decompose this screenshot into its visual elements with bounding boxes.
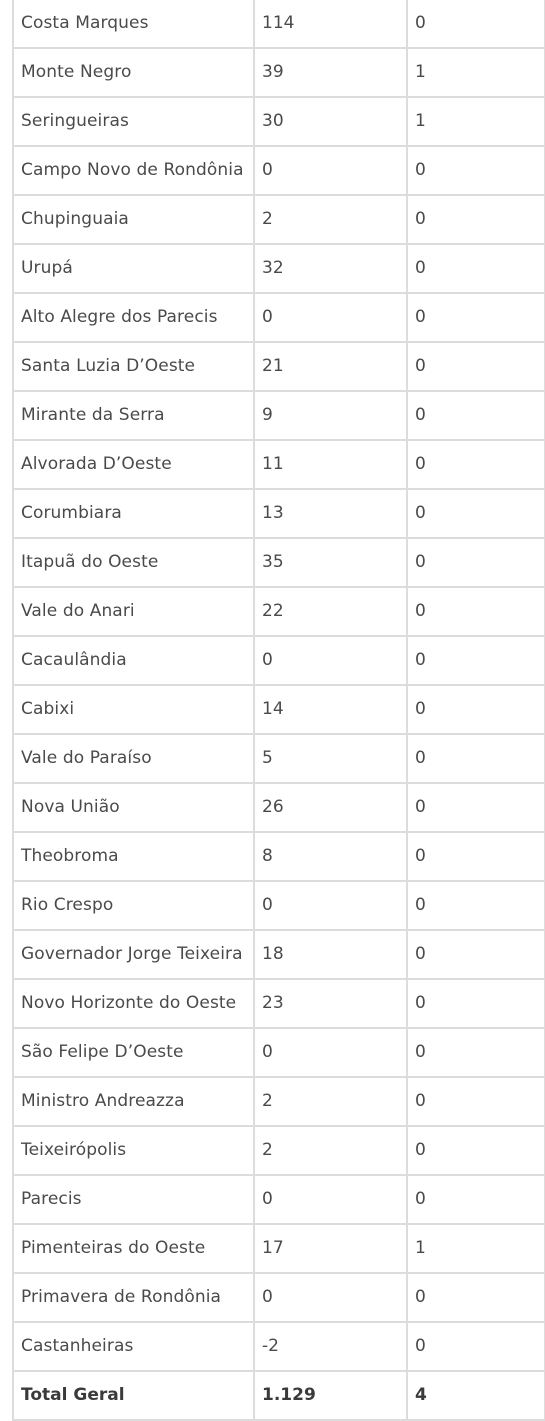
cases-cell: 5 — [254, 734, 407, 783]
cases-cell: 39 — [254, 48, 407, 97]
cases-cell: 2 — [254, 1077, 407, 1126]
deaths-cell: 0 — [407, 832, 545, 881]
table-row — [13, 832, 545, 881]
table-row — [13, 1273, 545, 1322]
cases-cell: 2 — [254, 195, 407, 244]
table-row — [13, 587, 545, 636]
table-row — [13, 489, 545, 538]
city-cell: Ministro Andreazza — [13, 1077, 254, 1126]
table-row — [13, 342, 545, 391]
deaths-cell: 0 — [407, 685, 545, 734]
city-cell: Santa Luzia D’Oeste — [13, 342, 254, 391]
deaths-cell: 0 — [407, 342, 545, 391]
deaths-cell: 0 — [407, 391, 545, 440]
city-cell: Primavera de Rondônia — [13, 1273, 254, 1322]
city-cell: São Felipe D’Oeste — [13, 1028, 254, 1077]
cases-cell: 18 — [254, 930, 407, 979]
total-cases-cell: 1.129 — [254, 1371, 407, 1420]
cases-cell: 22 — [254, 587, 407, 636]
table-row — [13, 1224, 545, 1273]
deaths-cell: 0 — [407, 636, 545, 685]
cases-cell: 0 — [254, 636, 407, 685]
cases-table — [12, 0, 545, 1421]
table-row — [13, 195, 545, 244]
deaths-cell: 0 — [407, 1028, 545, 1077]
city-cell: Parecis — [13, 1175, 254, 1224]
city-cell: Nova União — [13, 783, 254, 832]
cases-cell: 0 — [254, 881, 407, 930]
cases-cell: 8 — [254, 832, 407, 881]
table-row — [13, 440, 545, 489]
table-row — [13, 97, 545, 146]
table-row — [13, 391, 545, 440]
cases-cell: -2 — [254, 1322, 407, 1371]
cases-cell: 2 — [254, 1126, 407, 1175]
deaths-cell: 0 — [407, 734, 545, 783]
deaths-cell: 1 — [407, 1224, 545, 1273]
table-row — [13, 636, 545, 685]
deaths-cell: 0 — [407, 1077, 545, 1126]
city-cell: Itapuã do Oeste — [13, 538, 254, 587]
city-cell: Pimenteiras do Oeste — [13, 1224, 254, 1273]
cases-cell: 0 — [254, 146, 407, 195]
cases-cell: 0 — [254, 293, 407, 342]
cases-cell: 14 — [254, 685, 407, 734]
table-row — [13, 48, 545, 97]
cases-cell: 21 — [254, 342, 407, 391]
city-cell: Cacaulândia — [13, 636, 254, 685]
deaths-cell: 0 — [407, 0, 545, 48]
city-cell: Governador Jorge Teixeira — [13, 930, 254, 979]
cases-cell: 9 — [254, 391, 407, 440]
cases-cell: 114 — [254, 0, 407, 48]
deaths-cell: 0 — [407, 195, 545, 244]
deaths-cell: 0 — [407, 930, 545, 979]
deaths-cell: 0 — [407, 1126, 545, 1175]
city-cell: Corumbiara — [13, 489, 254, 538]
city-cell: Costa Marques — [13, 0, 254, 48]
city-cell: Theobroma — [13, 832, 254, 881]
cases-cell: 35 — [254, 538, 407, 587]
table-row — [13, 734, 545, 783]
cases-cell: 11 — [254, 440, 407, 489]
cases-cell: 17 — [254, 1224, 407, 1273]
table-row — [13, 783, 545, 832]
deaths-cell: 0 — [407, 979, 545, 1028]
deaths-cell: 0 — [407, 587, 545, 636]
deaths-cell: 0 — [407, 1175, 545, 1224]
cases-cell: 0 — [254, 1028, 407, 1077]
city-cell: Vale do Paraíso — [13, 734, 254, 783]
deaths-cell: 0 — [407, 146, 545, 195]
city-cell: Rio Crespo — [13, 881, 254, 930]
deaths-cell: 1 — [407, 48, 545, 97]
table-row — [13, 881, 545, 930]
cases-cell: 32 — [254, 244, 407, 293]
cases-cell: 13 — [254, 489, 407, 538]
city-cell: Alvorada D’Oeste — [13, 440, 254, 489]
table-row — [13, 1077, 545, 1126]
deaths-cell: 0 — [407, 244, 545, 293]
deaths-cell: 0 — [407, 538, 545, 587]
table-row — [13, 979, 545, 1028]
table-row — [13, 1322, 545, 1371]
table-row — [13, 244, 545, 293]
table-row — [13, 685, 545, 734]
city-cell: Teixeirópolis — [13, 1126, 254, 1175]
cases-cell: 0 — [254, 1273, 407, 1322]
city-cell: Vale do Anari — [13, 587, 254, 636]
table-row — [13, 1028, 545, 1077]
deaths-cell: 0 — [407, 489, 545, 538]
city-cell: Alto Alegre dos Parecis — [13, 293, 254, 342]
cases-cell: 26 — [254, 783, 407, 832]
cases-cell: 23 — [254, 979, 407, 1028]
table-row — [13, 930, 545, 979]
deaths-cell: 1 — [407, 97, 545, 146]
city-cell: Seringueiras — [13, 97, 254, 146]
cases-cell: 30 — [254, 97, 407, 146]
city-cell: Urupá — [13, 244, 254, 293]
city-cell: Campo Novo de Rondônia — [13, 146, 254, 195]
deaths-cell: 0 — [407, 440, 545, 489]
total-row — [13, 1371, 545, 1420]
cases-cell: 0 — [254, 1175, 407, 1224]
deaths-cell: 0 — [407, 1322, 545, 1371]
total-deaths-cell: 4 — [407, 1371, 545, 1420]
city-cell: Monte Negro — [13, 48, 254, 97]
deaths-cell: 0 — [407, 293, 545, 342]
city-cell: Chupinguaia — [13, 195, 254, 244]
deaths-cell: 0 — [407, 783, 545, 832]
table-row — [13, 1126, 545, 1175]
city-cell: Castanheiras — [13, 1322, 254, 1371]
city-cell: Mirante da Serra — [13, 391, 254, 440]
deaths-cell: 0 — [407, 1273, 545, 1322]
city-cell: Novo Horizonte do Oeste — [13, 979, 254, 1028]
table-row — [13, 146, 545, 195]
deaths-cell: 0 — [407, 881, 545, 930]
table-row — [13, 0, 545, 48]
table-row — [13, 538, 545, 587]
table-row — [13, 293, 545, 342]
city-cell: Cabixi — [13, 685, 254, 734]
total-label-cell: Total Geral — [13, 1371, 254, 1420]
